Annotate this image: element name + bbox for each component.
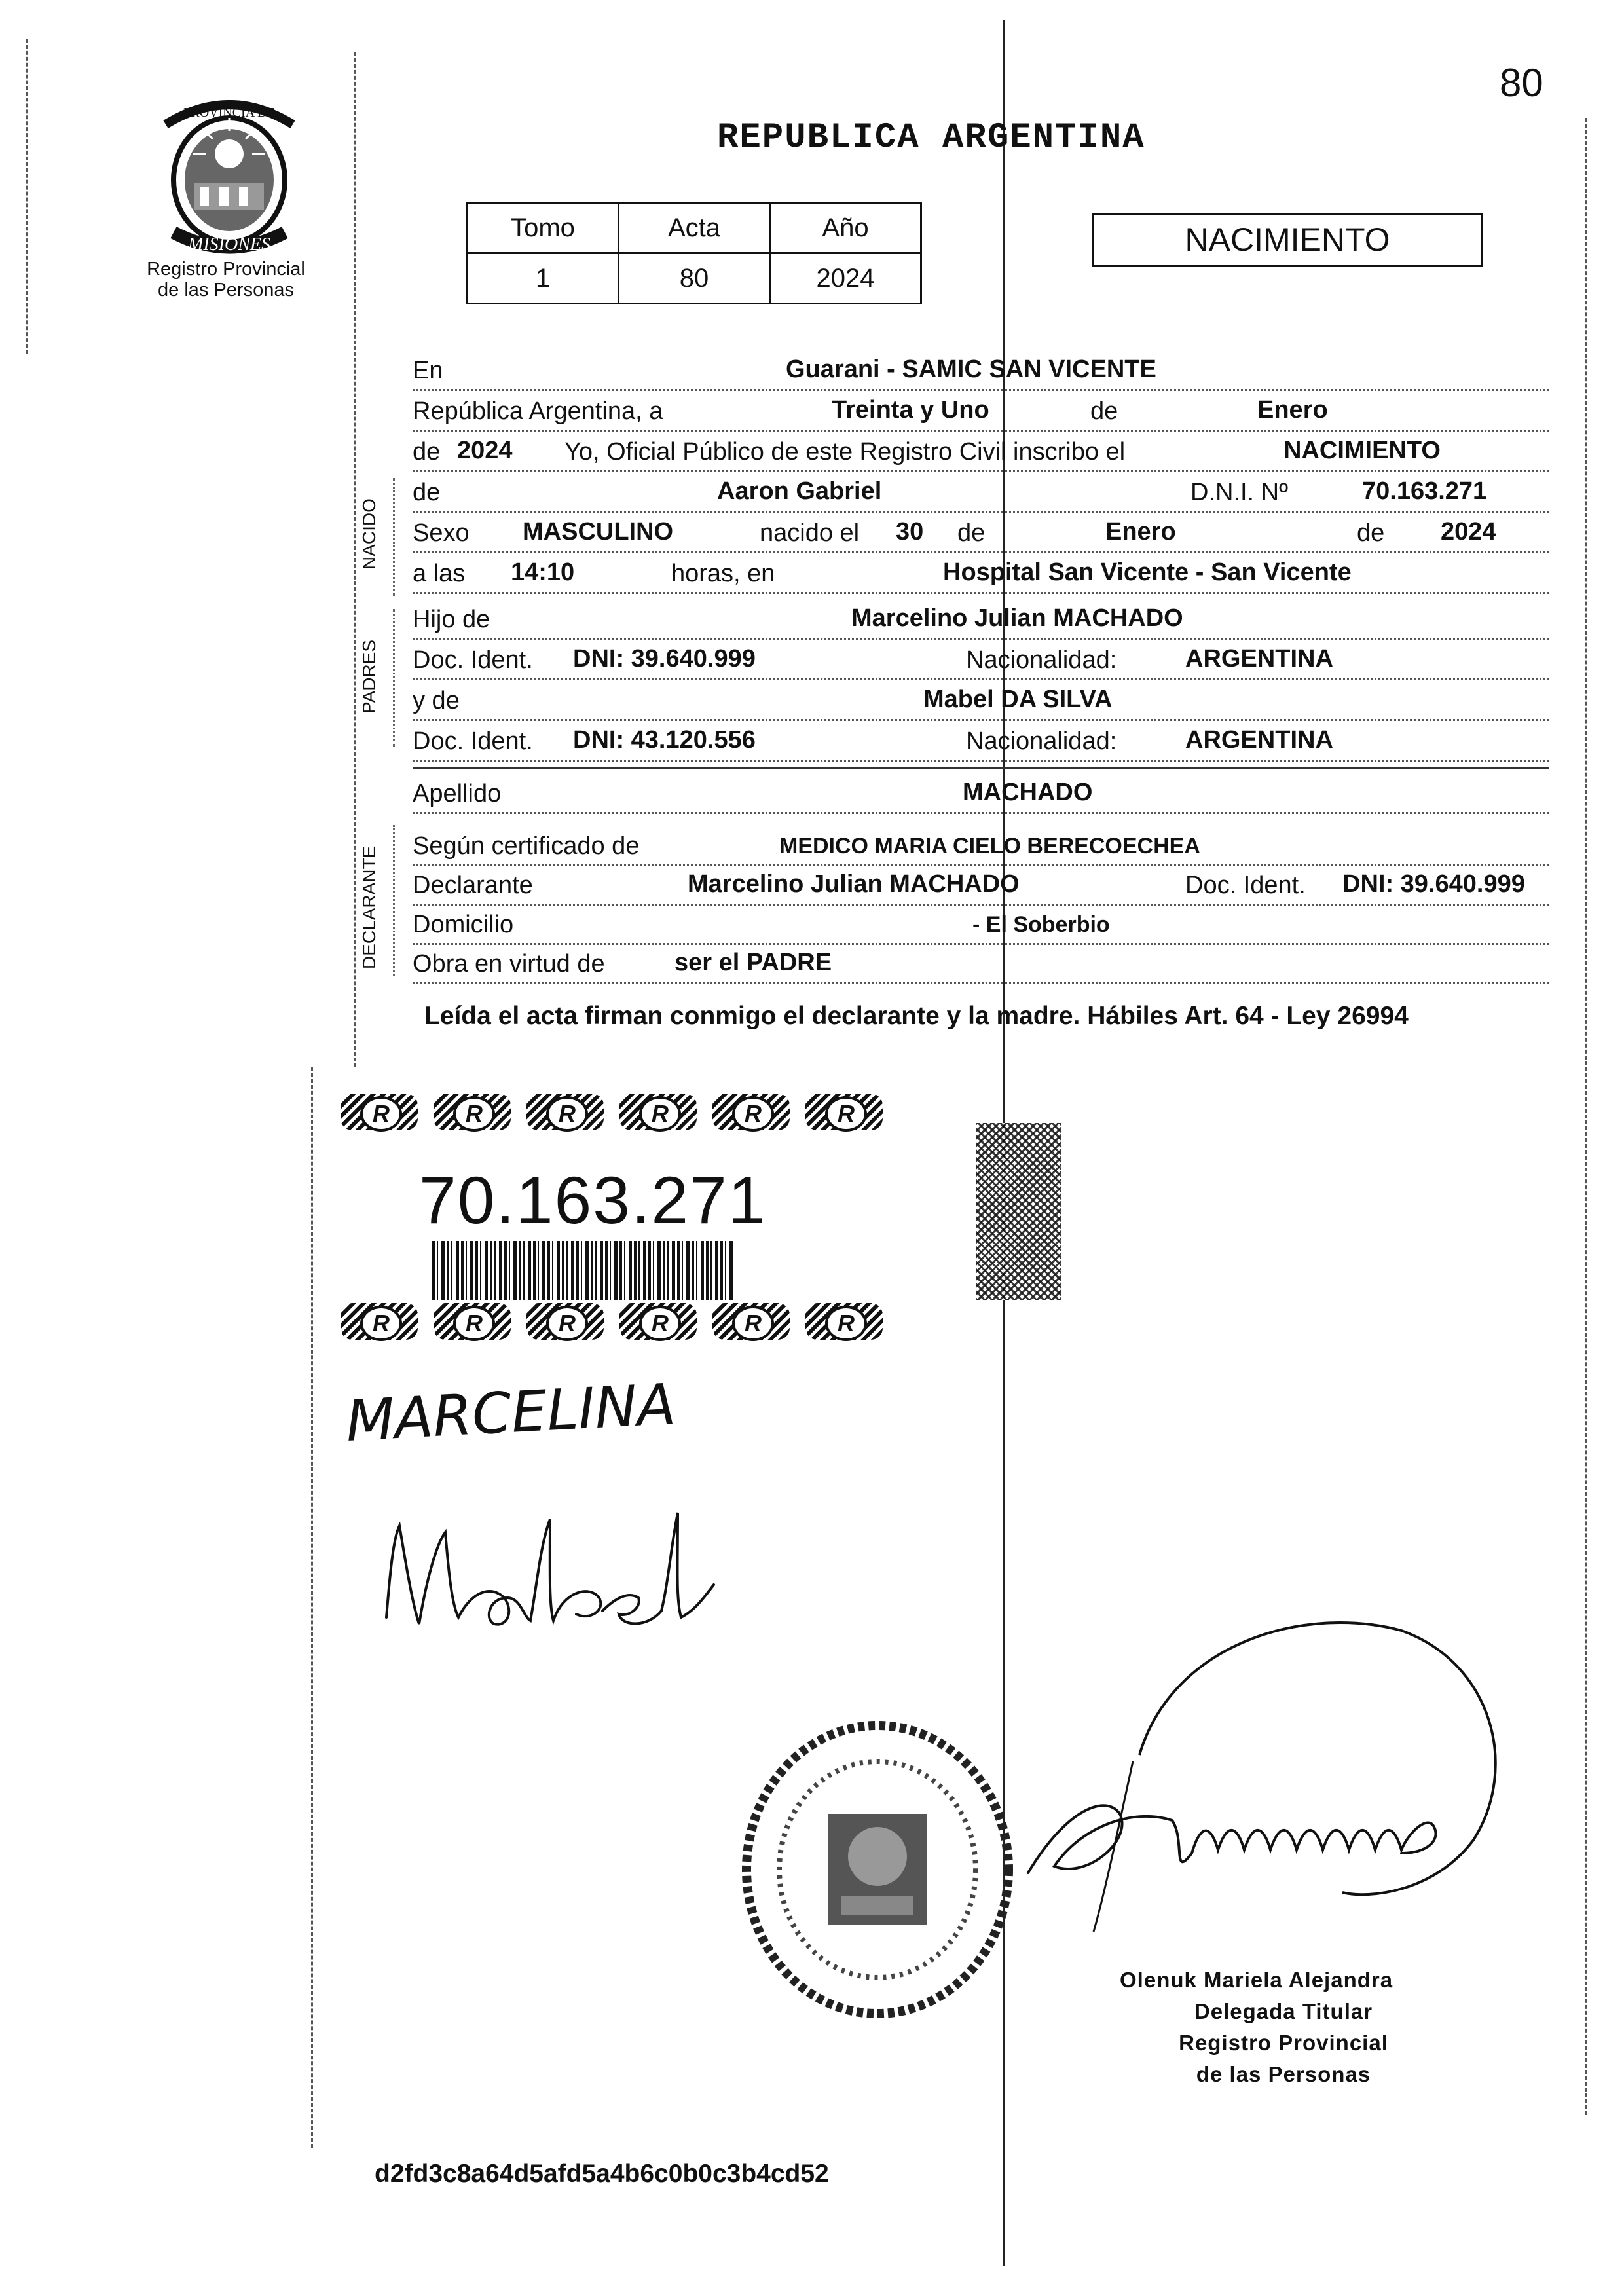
mother-nationality-label: Nacionalidad: [966, 728, 1117, 755]
father-doc: DNI: 39.640.999 [573, 645, 756, 673]
de-label: de [1090, 397, 1118, 425]
registry-badge-icon: R [526, 1094, 604, 1130]
horas-label: horas, en [671, 560, 775, 587]
official-title: Delegada Titular [1194, 1999, 1373, 2023]
closing-statement: Leída el acta firman conmigo el declarante y la madre. Hábiles Art. 64 - Ley 26994 [424, 1002, 1409, 1030]
row-domicilio [413, 902, 1549, 945]
en-label: En [413, 357, 443, 384]
barcode [432, 1241, 733, 1300]
apellido-label: Apellido [413, 780, 502, 807]
registry-badge-icon: R [341, 1303, 418, 1340]
de-year-label: de [413, 438, 441, 466]
declarante-bracket [393, 825, 395, 976]
page-number: 80 [1500, 61, 1543, 105]
sexo-label: Sexo [413, 519, 470, 547]
de3-label: de [1357, 519, 1385, 547]
document-hash: d2fd3c8a64d5afd5a4b6c0b0c3b4cd52 [375, 2160, 829, 2188]
logo-caption-line2: de las Personas [158, 280, 294, 301]
declarante-doc: DNI: 39.640.999 [1342, 870, 1525, 898]
province-coat-of-arms-logo [154, 98, 304, 259]
mother-name: Mabel DA SILVA [923, 686, 1113, 713]
birth-year: 2024 [1441, 518, 1496, 545]
official-office-line2: de las Personas [1196, 2062, 1371, 2086]
obra-value: ser el PADRE [674, 949, 832, 976]
handwritten-signatures [341, 1369, 838, 1709]
record-type-box: NACIMIENTO [1092, 213, 1483, 267]
logo-bottom-lettering: MISIONES [188, 234, 270, 255]
logo-top-lettering: PROVINCIA DE [183, 105, 275, 120]
month-value: Enero [1257, 396, 1328, 424]
sticker-dni-number: 70.163.271 [419, 1163, 767, 1238]
row-inscribo [413, 430, 1549, 472]
segun-label: Según certificado de [413, 832, 640, 860]
official-office-line1: Registro Provincial [1179, 2031, 1388, 2055]
row-time-place [413, 551, 1549, 594]
row-father [413, 597, 1549, 640]
domicilio-label: Domicilio [413, 911, 514, 938]
registry-badge-icon: R [341, 1094, 418, 1130]
inscribo-label: Yo, Oficial Público de este Registro Civil inscribo el [564, 438, 1126, 466]
tomo-value: 1 [468, 253, 619, 304]
registry-badge-icon: R [619, 1094, 697, 1130]
ano-value: 2024 [770, 253, 921, 304]
nacido-section-label: NACIDO [359, 498, 379, 570]
birth-month: Enero [1105, 518, 1176, 545]
declarante-section-label: DECLARANTE [359, 845, 379, 969]
tomo-header: Tomo [468, 203, 619, 253]
row-mother-doc [413, 719, 1549, 762]
father-doc-label: Doc. Ident. [413, 646, 533, 674]
row-obra [413, 942, 1549, 984]
row-en [413, 348, 1549, 391]
row-mother [413, 678, 1549, 721]
row-date [413, 389, 1549, 432]
row-name [413, 470, 1549, 513]
a-las-label: a las [413, 560, 466, 587]
row-declarante [413, 863, 1549, 906]
acta-header: Acta [619, 203, 770, 253]
father-nationality: ARGENTINA [1185, 645, 1333, 673]
dni-label: D.N.I. Nº [1190, 479, 1288, 506]
domicilio-value: - El Soberbio [972, 912, 1110, 937]
logo-caption-line1: Registro Provincial [147, 259, 305, 280]
record-table [466, 202, 922, 304]
birth-day: 30 [896, 518, 924, 545]
segun-value: MEDICO MARIA CIELO BERECOECHEA [779, 834, 1200, 858]
acta-value: 80 [619, 253, 770, 304]
declarante-value: Marcelino Julian MACHADO [688, 870, 1020, 898]
row-apellido [413, 771, 1549, 814]
left-margin-line [26, 39, 28, 354]
sticker-top-band [341, 1094, 917, 1133]
registry-badge-icon: R [712, 1094, 790, 1130]
nacido-el-label: nacido el [760, 519, 860, 547]
registry-badge-icon: R [805, 1303, 883, 1340]
mother-doc: DNI: 43.120.556 [573, 726, 756, 754]
logo-caption [131, 259, 321, 301]
registry-badge-icon: R [434, 1303, 511, 1340]
page-title: REPUBLICA ARGENTINA [717, 118, 1145, 158]
nacido-bracket [393, 478, 395, 596]
right-margin-line [1585, 118, 1587, 2115]
padres-bracket [393, 609, 395, 747]
registry-badge-icon: R [619, 1303, 697, 1340]
obra-label: Obra en virtud de [413, 950, 605, 978]
registry-badge-icon: R [805, 1094, 883, 1130]
father-nationality-label: Nacionalidad: [966, 646, 1117, 674]
dni-value: 70.163.271 [1362, 477, 1487, 505]
dni-sticker [341, 1094, 917, 1339]
mother-nationality: ARGENTINA [1185, 726, 1333, 754]
row-father-doc [413, 638, 1549, 680]
registry-badge-icon: R [434, 1094, 511, 1130]
inscribo-value: NACIMIENTO [1283, 437, 1441, 464]
ano-header: Año [770, 203, 921, 253]
hijo-label: Hijo de [413, 606, 490, 633]
y-de-label: y de [413, 687, 460, 714]
row-segun [413, 824, 1549, 866]
sexo-value: MASCULINO [523, 518, 674, 545]
day-value: Treinta y Uno [832, 396, 989, 424]
place-value: Hospital San Vicente - San Vicente [943, 559, 1352, 586]
registry-badge-icon: R [526, 1303, 604, 1340]
name-value: Aaron Gabriel [717, 477, 882, 505]
apellido-value: MACHADO [963, 779, 1093, 806]
father-name: Marcelino Julian MACHADO [851, 604, 1183, 632]
mother-doc-label: Doc. Ident. [413, 728, 533, 755]
security-pattern-strip [976, 1123, 1061, 1300]
de2-label: de [957, 519, 986, 547]
name-label: de [413, 479, 441, 506]
registry-badge-icon: R [712, 1303, 790, 1340]
binding-line-lower [311, 1067, 313, 2148]
en-value: Guarani - SAMIC SAN VICENTE [786, 356, 1156, 383]
declarante-doc-label: Doc. Ident. [1185, 872, 1306, 899]
official-signature [976, 1591, 1532, 1958]
official-signature-block [1113, 1964, 1454, 2090]
binding-line [354, 52, 356, 1067]
row-sexo [413, 511, 1549, 553]
time-value: 14:10 [511, 559, 575, 586]
year-value: 2024 [457, 437, 513, 464]
official-name: Olenuk Mariela Alejandra [1120, 1968, 1393, 1992]
sticker-bottom-band [341, 1303, 917, 1342]
father-handwritten-signature: MARCELINA [344, 1371, 678, 1454]
padres-divider [413, 767, 1549, 769]
republica-label: República Argentina, a [413, 397, 663, 425]
declarante-label: Declarante [413, 872, 533, 899]
padres-section-label: PADRES [359, 639, 379, 714]
